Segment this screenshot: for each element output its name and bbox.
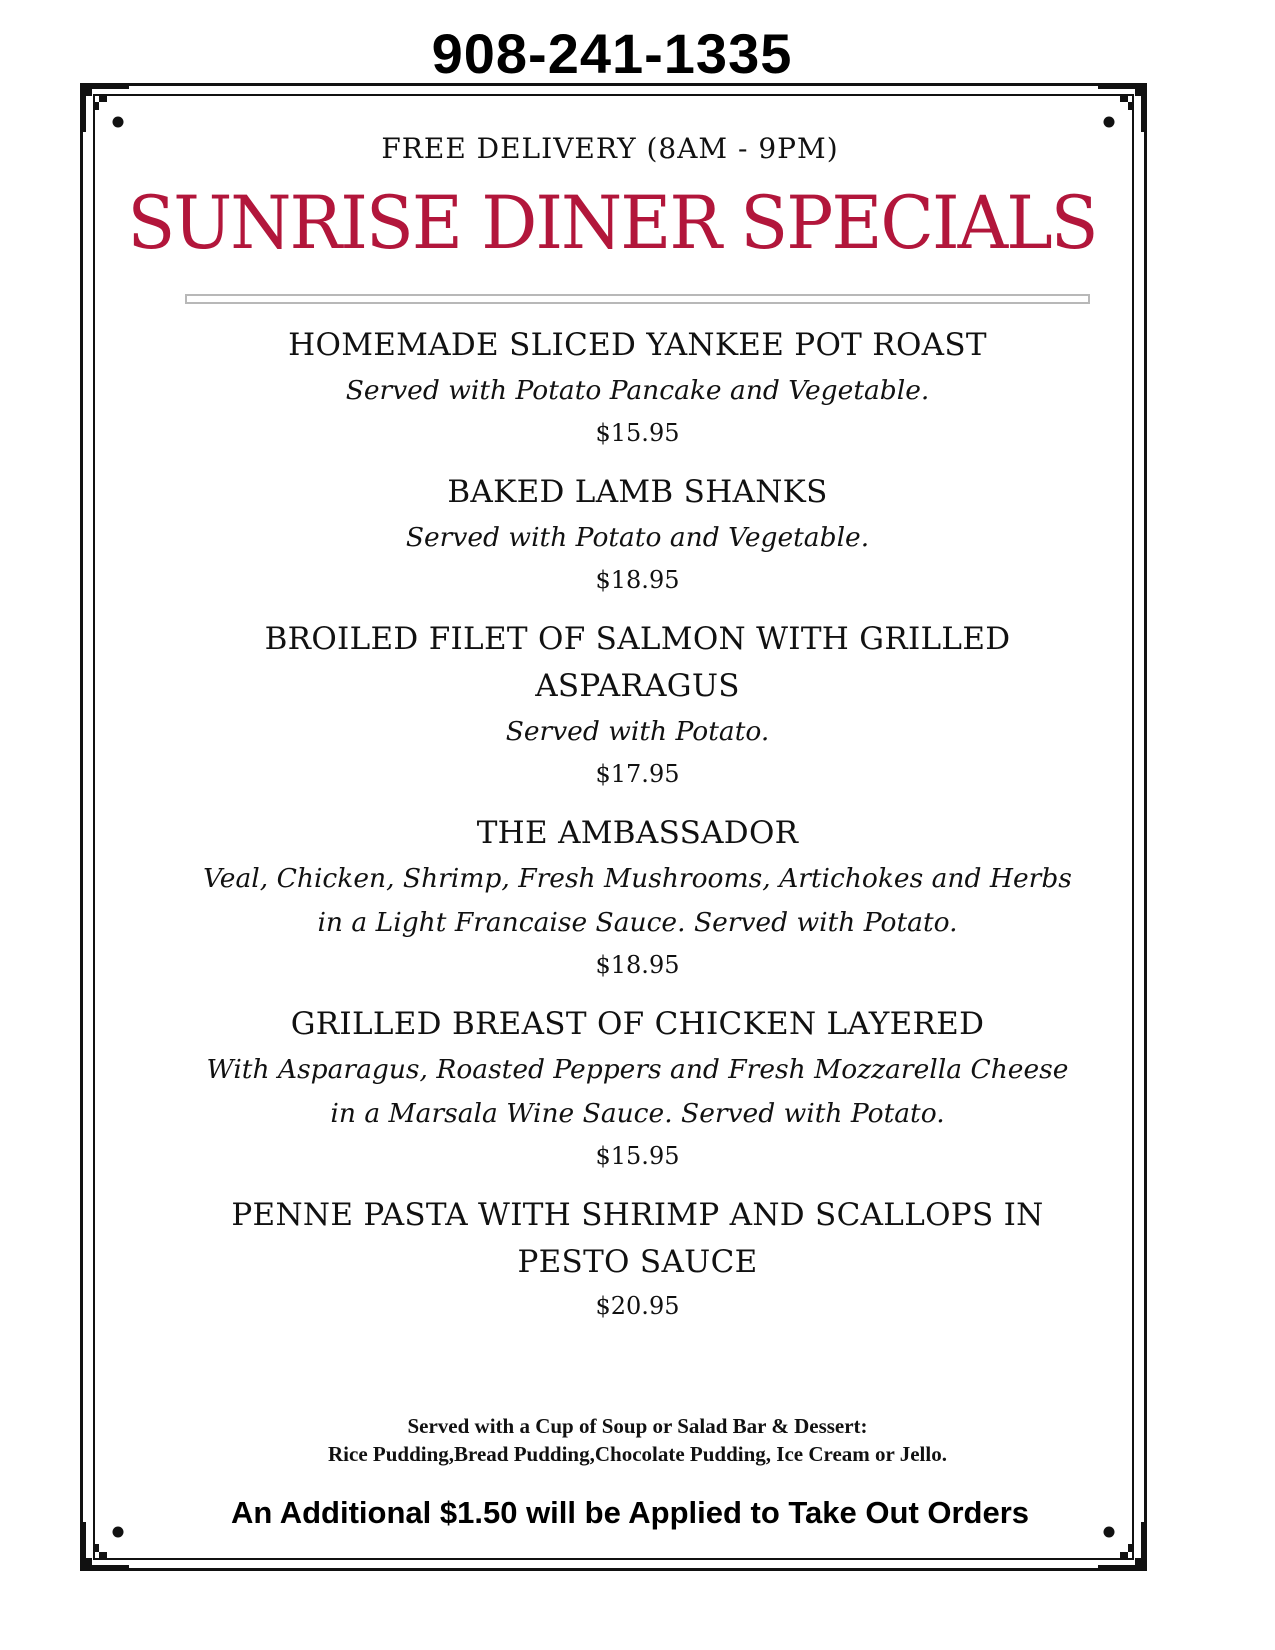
menu-item-description: With Asparagus, Roasted Peppers and Fresh Mozzarella Cheese in a Marsala Wine Sauce. Served with Potato.	[206, 1054, 1069, 1129]
menu-item-description: Served with Potato Pancake and Vegetable.	[345, 375, 930, 406]
menu-item	[200, 469, 1075, 600]
takeout-surcharge-note: An Additional $1.50 will be Applied to Take Out Orders	[230, 1495, 1030, 1530]
delivery-hours: FREE DELIVERY (8AM - 9PM)	[381, 132, 839, 165]
menu-item-name: GRILLED BREAST OF CHICKEN LAYERED	[290, 1006, 985, 1042]
menu-item	[200, 616, 1075, 794]
menu-item	[200, 1001, 1075, 1176]
menu-item-name: PENNE PASTA WITH SHRIMP AND SCALLOPS IN PESTO SAUCE	[231, 1197, 1044, 1280]
menu-item	[200, 1192, 1075, 1326]
included-sides-line: Served with a Cup of Soup or Salad Bar & Dessert:	[407, 1414, 868, 1438]
menu-item	[200, 322, 1075, 453]
dessert-options-line: Rice Pudding,Bread Pudding,Chocolate Pudding, Ice Cream or Jello.	[328, 1442, 947, 1466]
menu-item-description: Served with Potato and Vegetable.	[405, 522, 870, 553]
menu-item-price: $15.95	[595, 419, 680, 447]
menu-item-name: THE AMBASSADOR	[476, 815, 799, 851]
title-divider	[185, 294, 1090, 304]
ornament-corner-icon	[1090, 80, 1150, 140]
menu-item-name: BROILED FILET OF SALMON WITH GRILLED ASPARAGUS	[264, 621, 1011, 704]
page-title: SUNRISE DINER SPECIALS	[127, 179, 1097, 267]
menu-item-price: $17.95	[595, 760, 680, 788]
menu-item-price: $20.95	[595, 1292, 680, 1320]
menu-item	[200, 810, 1075, 985]
ornament-corner-icon	[77, 80, 137, 140]
phone-number: 908-241-1335	[431, 22, 793, 85]
ornament-corner-icon	[77, 1514, 137, 1574]
menu-item-price: $15.95	[595, 1142, 680, 1170]
menu-item-price: $18.95	[595, 566, 680, 594]
menu-item-price: $18.95	[595, 951, 680, 979]
included-sides-note	[200, 1412, 1075, 1468]
menu-item-name: HOMEMADE SLICED YANKEE POT ROAST	[288, 327, 987, 363]
specials-list	[200, 322, 1075, 1342]
menu-item-name: BAKED LAMB SHANKS	[447, 474, 828, 510]
menu-item-description: Served with Potato.	[505, 716, 770, 747]
menu-item-description: Veal, Chicken, Shrimp, Fresh Mushrooms, Artichokes and Herbs in a Light Francaise Sauce. Served with Potato.	[203, 863, 1072, 938]
